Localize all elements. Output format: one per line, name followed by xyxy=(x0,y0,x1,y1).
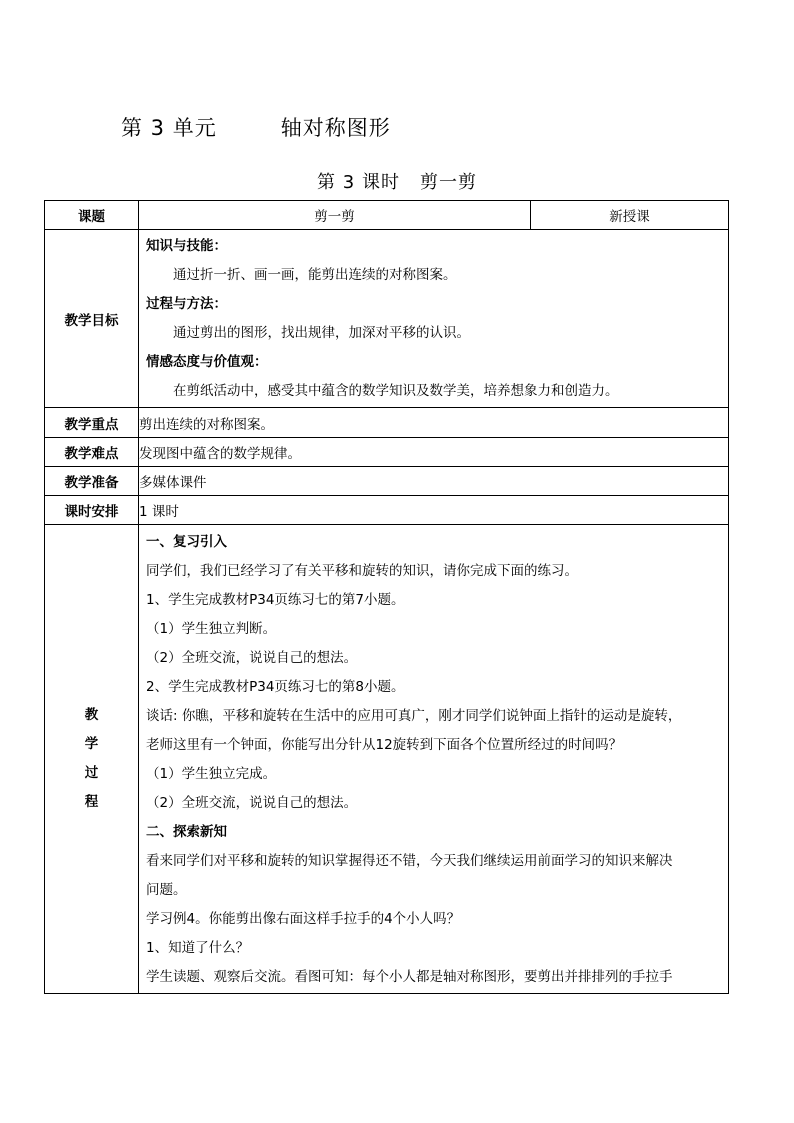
topic-value: 剪一剪 xyxy=(139,201,531,230)
goals-label: 教学目标 xyxy=(45,230,139,408)
attitude-heading: 情感态度与价值观： xyxy=(146,353,268,370)
process-heading: 过程与方法： xyxy=(146,295,227,312)
process-content xyxy=(139,525,729,994)
process-label-char: 过 xyxy=(84,765,99,781)
process-line: 1、学生完成教材P34页练习七的第7小题。 xyxy=(146,592,405,608)
process-line: 1、知道了什么？ xyxy=(146,940,250,956)
schedule-label: 课时安排 xyxy=(45,496,139,525)
process-line: 看来同学们对平移和旋转的知识掌握得还不错，今天我们继续运用前面学习的知识来解决 xyxy=(146,853,673,869)
goals-content xyxy=(139,230,729,408)
process-line: （1）学生独立判断。 xyxy=(146,621,277,637)
process-text: 通过剪出的图形，找出规律，加深对平移的认识。 xyxy=(173,324,470,341)
key-point-value: 剪出连续的对称图案。 xyxy=(139,408,729,438)
row-goals xyxy=(45,230,729,408)
process-line: 学生读题、观察后交流。看图可知：每个小人都是轴对称图形，要剪出并排排列的手拉手 xyxy=(146,969,673,985)
section-heading: 一、复习引入 xyxy=(146,534,227,550)
process-label-char: 学 xyxy=(84,736,99,752)
lesson-title xyxy=(0,168,794,194)
process-line: 谈话: 你瞧，平移和旋转在生活中的应用可真广，刚才同学们说钟面上指针的运动是旋转， xyxy=(146,708,682,724)
section-heading: 二、探索新知 xyxy=(146,824,227,840)
process-line: 老师这里有一个钟面，你能写出分针从12旋转到下面各个位置所经过的时间吗？ xyxy=(146,737,623,753)
lesson-plan-table xyxy=(44,200,729,994)
schedule-value: 1 课时 xyxy=(139,496,729,525)
difficulty-value: 发现图中蕴含的数学规律。 xyxy=(139,438,729,467)
knowledge-heading: 知识与技能： xyxy=(146,237,227,254)
attitude-text: 在剪纸活动中，感受其中蕴含的数学知识及数学美，培养想象力和创造力。 xyxy=(173,382,619,399)
process-line: 2、学生完成教材P34页练习七的第8小题。 xyxy=(146,679,405,695)
difficulty-label: 教学难点 xyxy=(45,438,139,467)
process-line: 问题。 xyxy=(146,882,187,898)
row-topic xyxy=(45,201,729,230)
key-point-label: 教学重点 xyxy=(45,408,139,438)
lesson-name: 剪一剪 xyxy=(419,172,477,193)
row-schedule xyxy=(45,496,729,525)
row-process xyxy=(45,525,729,994)
process-label-char: 程 xyxy=(84,794,99,810)
unit-number: 第 3 单元 xyxy=(121,116,217,140)
preparation-value: 多媒体课件 xyxy=(139,467,729,496)
process-line: 学习例4。你能剪出像右面这样手拉手的4个小人吗？ xyxy=(146,911,461,927)
row-key-point xyxy=(45,408,729,438)
row-difficulty xyxy=(45,438,729,467)
lesson-number: 第 3 课时 xyxy=(317,172,400,193)
preparation-label: 教学准备 xyxy=(45,467,139,496)
process-line: （1）学生独立完成。 xyxy=(146,766,277,782)
topic-label: 课题 xyxy=(45,201,139,230)
process-line: （2）全班交流，说说自己的想法。 xyxy=(146,650,358,666)
process-line: （2）全班交流，说说自己的想法。 xyxy=(146,795,358,811)
unit-name: 轴对称图形 xyxy=(280,116,391,140)
lesson-type: 新授课 xyxy=(531,201,729,230)
process-line: 同学们，我们已经学习了有关平移和旋转的知识，请你完成下面的练习。 xyxy=(146,563,578,579)
row-preparation xyxy=(45,467,729,496)
unit-title xyxy=(121,112,391,142)
knowledge-text: 通过折一折、画一画，能剪出连续的对称图案。 xyxy=(173,266,457,283)
process-label-char: 教 xyxy=(84,707,99,723)
process-label xyxy=(45,525,139,994)
